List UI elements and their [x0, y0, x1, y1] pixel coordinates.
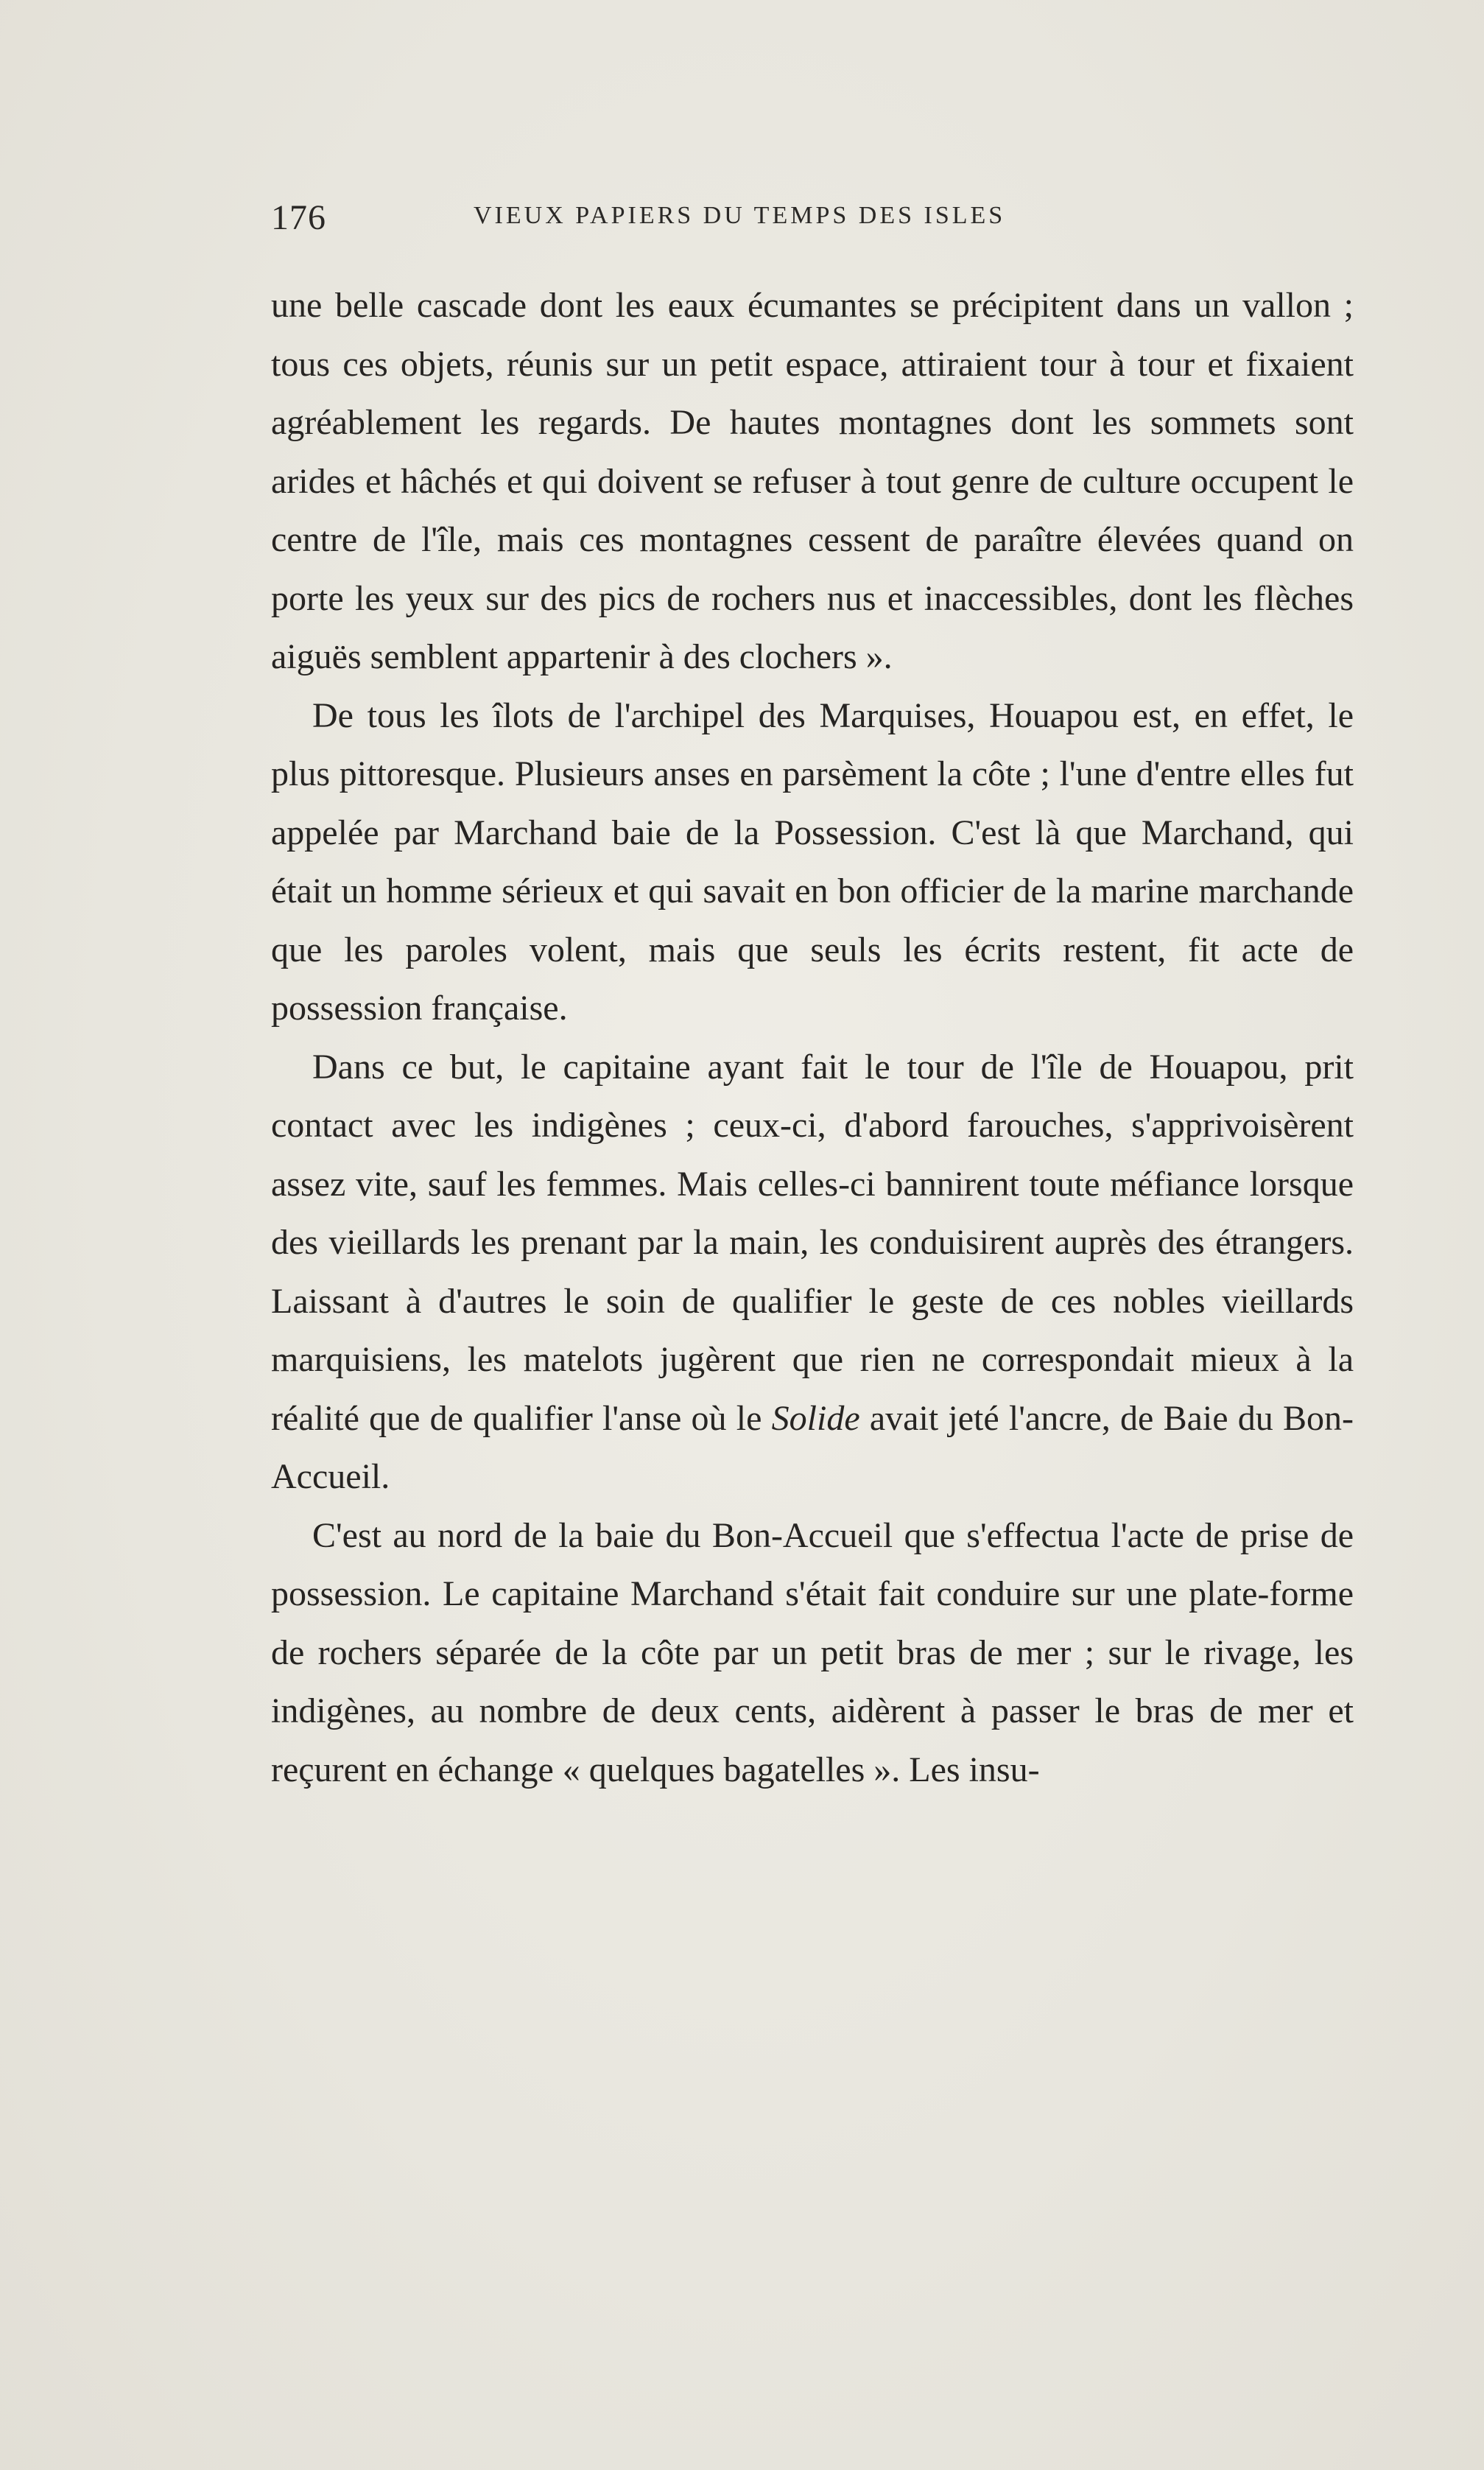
paragraph-houapou: De tous les îlots de l'archipel des Marquises, Houapou est, en effet, le plus pittoresque. Plusieurs anses en parsèment la côte ; l'une d'entre elles fut appelée par Marchand baie de la Possession. C'est là que Marchand, qui était un homme sérieux et qui savait en bon officier de la marine marchande que les paroles volent, mais que seuls les écrits restent, fit acte de possession française.	[271, 695, 1354, 1028]
paragraph-bon-accueil	[271, 1038, 1354, 1506]
paragraph-text-after-ship: avait jeté l'ancre, de Baie du Bon-Accueil.	[271, 1398, 1354, 1496]
body-text	[271, 276, 1354, 1799]
running-title: VIEUX PAPIERS DU TEMPS DES ISLES	[474, 202, 1006, 229]
page-header	[271, 197, 1354, 242]
paragraph-continuation: une belle cascade dont les eaux écumantes se précipitent dans un vallon ; tous ces objets, réunis sur un petit espace, attiraient tour à tour et fixaient agréablement les regards. De hautes montagnes dont les sommets sont arides et hâchés et qui doivent se refuser à tout genre de culture occupent le centre de l'île, mais ces montagnes cessent de paraître élevées quand on porte les yeux sur des pics de rochers nus et inaccessibles, dont les flèches aiguës semblent appartenir à des clochers ».	[271, 286, 1354, 676]
paragraph-prise-de-possession: C'est au nord de la baie du Bon-Accueil que s'effectua l'acte de prise de possession. Le capitaine Marchand s'était fait conduire sur une plate-forme de rochers séparée de la côte par un petit bras de mer ; sur le rivage, les indigènes, au nombre de deux cents, aidèrent à passer le bras de mer et reçurent en échange « quelques bagatelles ». Les insu-	[271, 1515, 1354, 1789]
page-number: 176	[271, 198, 326, 237]
ship-name: Solide	[771, 1398, 860, 1438]
paragraph-text-before-ship: Dans ce but, le capitaine ayant fait le tour de l'île de Houapou, prit contact avec les indigènes ; ceux-ci, d'abord farouches, s'apprivoisèrent assez vite, sauf les femmes. Mais celles-ci bannirent toute méfiance lorsque des vieillards les prenant par la main, les conduisirent auprès des étrangers. Laissant à d'autres le soin de qualifier le geste de ces nobles vieillards marquisiens, les matelots jugèrent que rien ne correspondait mieux à la réalité que de qualifier l'anse où le	[271, 1047, 1354, 1438]
